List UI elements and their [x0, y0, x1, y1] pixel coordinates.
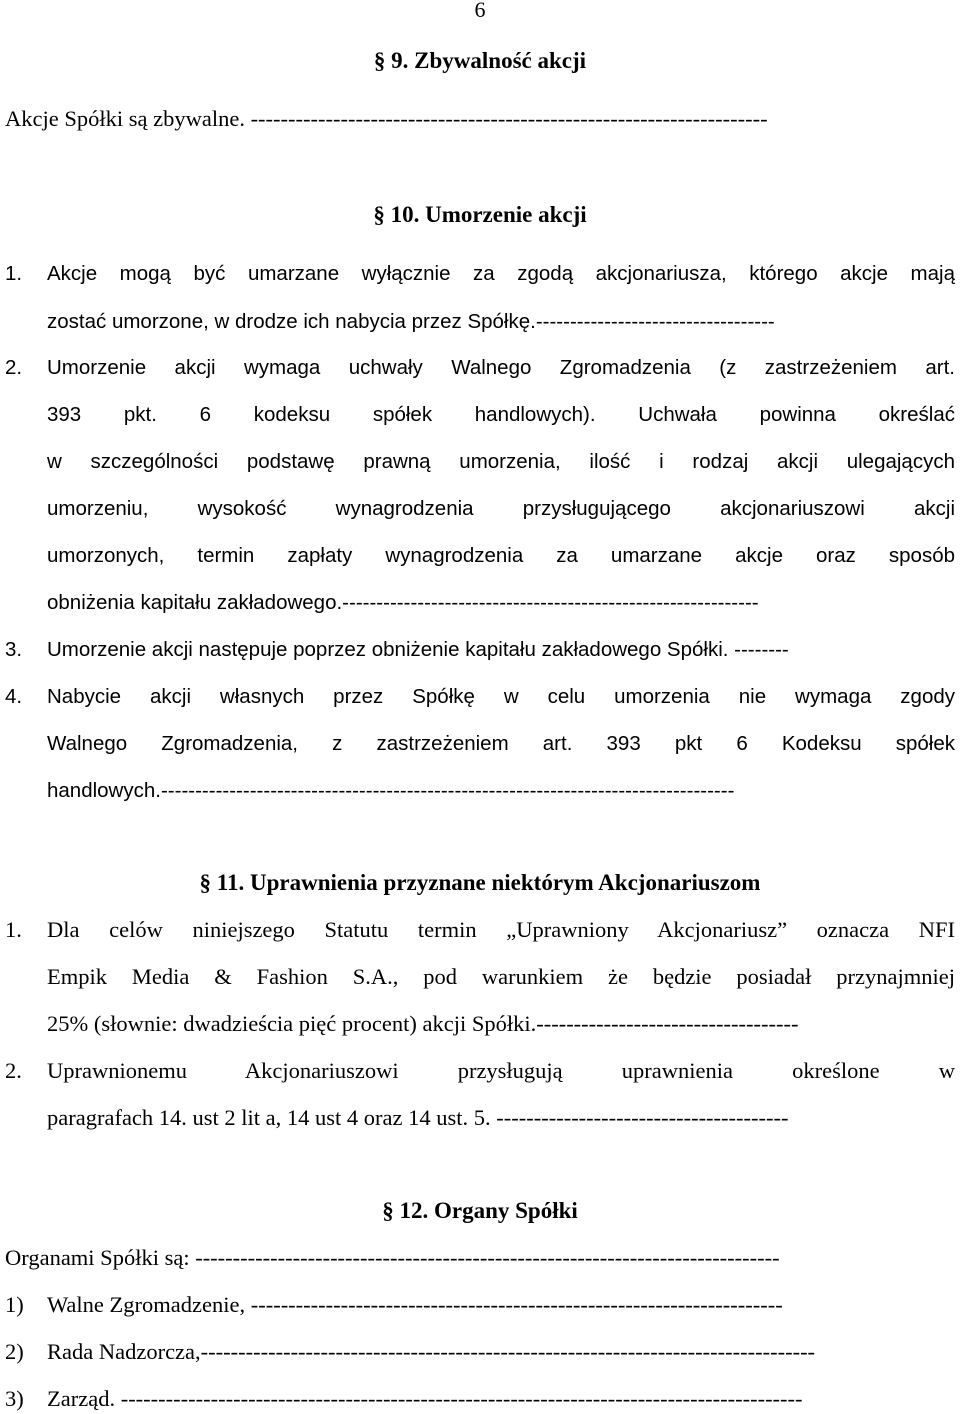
paragraph-line: Akcje Spółki są zbywalne. --------------------------------------------------------------------- [5, 106, 768, 131]
list-number: 3. [5, 638, 23, 661]
paragraph-line: zostać umorzone, w drodze ich nabycia przez Spółkę.----------------------------------- [47, 310, 775, 333]
paragraph-line: paragrafach 14. ust 2 lit a, 14 ust 4 oraz 14 ust. 5. --------------------------------------- [47, 1105, 789, 1130]
paragraph-line: umorzeniu, wysokość wynagrodzenia przysługującego akcjonariuszowi akcji [47, 497, 955, 520]
section-heading-11: § 11. Uprawnienia przyznane niektórym Akcjonariuszom [199, 870, 761, 895]
list-number: 2. [5, 356, 23, 379]
list-number: 2) [5, 1339, 24, 1364]
list-number: 1) [5, 1292, 24, 1317]
list-item: Zarząd. ------------------------------------------------------------------------------------------- [47, 1386, 803, 1411]
list-number: 3) [5, 1386, 24, 1411]
list-item: Rada Nadzorcza,---------------------------------------------------------------------------------- [47, 1339, 816, 1364]
paragraph-line: Akcje mogą być umarzane wyłącznie za zgodą akcjonariusza, którego akcje mają [47, 262, 955, 285]
paragraph-line: handlowych.------------------------------------------------------------------------------------ [47, 779, 735, 802]
paragraph-line: w szczególności podstawę prawną umorzenia, ilość i rodzaj akcji ulegających [47, 450, 955, 473]
section-heading-9: § 9. Zbywalność akcji [373, 48, 587, 73]
paragraph-line: Organami Spółki są: ------------------------------------------------------------------------------ [5, 1245, 780, 1270]
paragraph-line: Nabycie akcji własnych przez Spółkę w celu umorzenia nie wymaga zgody [47, 685, 955, 708]
list-number: 4. [5, 685, 23, 708]
section-heading-10: § 10. Umorzenie akcji [373, 202, 587, 227]
list-number: 1. [5, 917, 22, 942]
list-number: 2. [5, 1058, 22, 1083]
paragraph-line: 25% (słownie: dwadzieścia pięć procent) akcji Spółki.----------------------------------- [47, 1011, 799, 1036]
page-number: 6 [474, 0, 486, 22]
paragraph-line: obniżenia kapitału zakładowego.------------------------------------------------------------- [47, 591, 759, 614]
list-number: 1. [5, 262, 23, 285]
paragraph-line: Empik Media & Fashion S.A., pod warunkiem że będzie posiadał przynajmniej [47, 964, 955, 989]
paragraph-line: 393 pkt. 6 kodeksu spółek handlowych). Uchwała powinna określać [47, 403, 955, 426]
section-heading-12: § 12. Organy Spółki [382, 1198, 578, 1223]
paragraph-line: Uprawnionemu Akcjonariuszowi przysługują uprawnienia określone w [47, 1058, 955, 1083]
paragraph-line: Umorzenie akcji następuje poprzez obniżenie kapitału zakładowego Spółki. -------- [47, 638, 789, 661]
paragraph-line: Umorzenie akcji wymaga uchwały Walnego Zgromadzenia (z zastrzeżeniem art. [47, 356, 955, 379]
paragraph-line: Walnego Zgromadzenia, z zastrzeżeniem art. 393 pkt 6 Kodeksu spółek [47, 732, 955, 755]
list-item: Walne Zgromadzenie, ----------------------------------------------------------------------- [47, 1292, 783, 1317]
paragraph-line: Dla celów niniejszego Statutu termin „Uprawniony Akcjonariusz” oznacza NFI [47, 917, 955, 942]
paragraph-line: umorzonych, termin zapłaty wynagrodzenia za umarzane akcje oraz sposób [47, 544, 955, 567]
